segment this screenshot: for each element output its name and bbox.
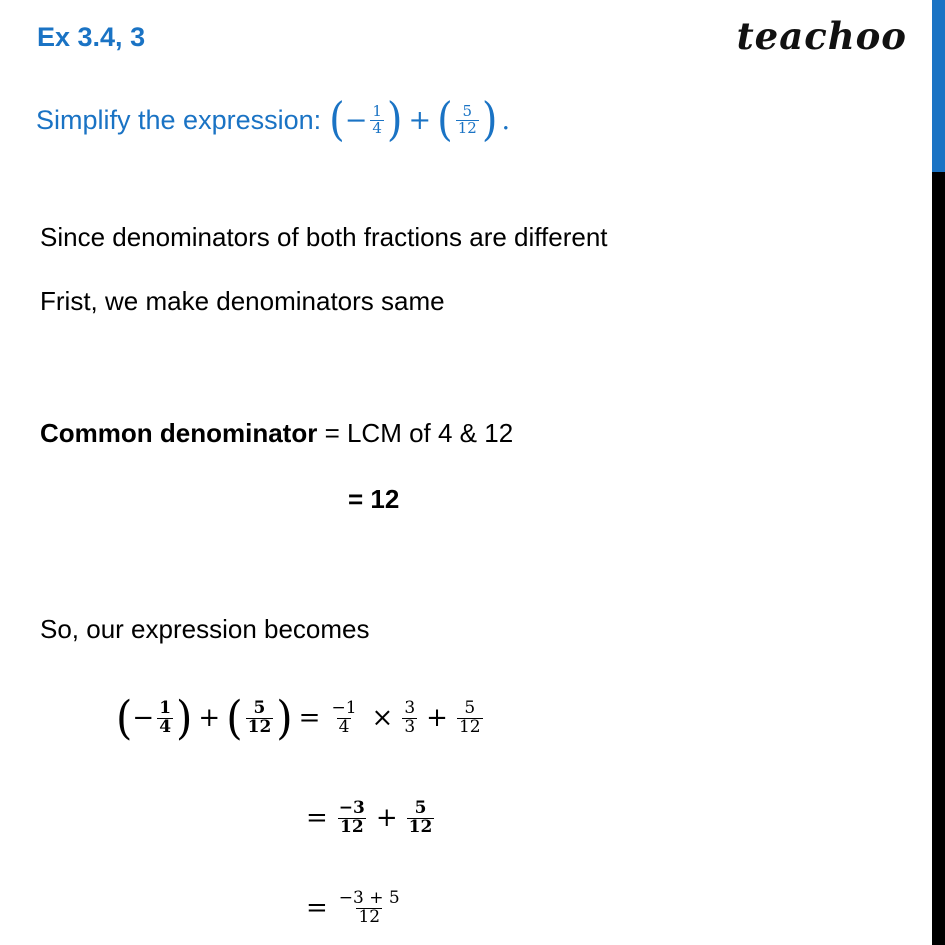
fraction-numerator: −3 — [338, 797, 365, 818]
plus-sign: + — [426, 703, 448, 733]
fraction-numerator: 5 — [464, 697, 476, 718]
fraction-denominator: 12 — [340, 816, 364, 837]
common-denominator-line — [40, 418, 513, 449]
left-paren: ( — [226, 690, 243, 745]
question-period: . — [501, 104, 511, 136]
right-paren: ) — [276, 690, 293, 745]
fraction-one-quarter — [157, 697, 173, 737]
common-denominator-result: = 12 — [348, 484, 400, 514]
left-paren: ( — [437, 93, 453, 147]
times-sign: × — [371, 703, 394, 733]
fraction-denominator: 12 — [408, 816, 433, 837]
fraction-five-twelfths — [246, 697, 274, 737]
question-expression — [329, 93, 511, 147]
equals-sign: = — [306, 803, 328, 833]
fraction-numerator: 3 — [404, 697, 416, 718]
fraction-sum — [337, 887, 402, 927]
minus-sign: − — [132, 703, 155, 733]
right-paren: ) — [481, 93, 498, 147]
fraction-five-twelfths — [456, 101, 479, 137]
plus-sign: + — [198, 703, 221, 733]
common-denominator-rest: = LCM of 4 & 12 — [317, 418, 514, 448]
left-paren: ( — [329, 93, 345, 147]
fraction-denominator: 3 — [404, 716, 416, 737]
fraction-denominator: 4 — [338, 716, 350, 737]
fraction-numerator: 5 — [253, 697, 266, 718]
fraction-numerator: −1 — [331, 697, 357, 718]
scrollbar[interactable] — [932, 0, 945, 945]
fraction-denominator: 12 — [247, 716, 272, 737]
fraction-denominator: 4 — [159, 716, 172, 737]
common-denominator-label: Common denominator — [40, 418, 318, 448]
fraction-numerator: 5 — [462, 101, 473, 120]
fraction-three-thirds — [402, 697, 417, 737]
fraction-five-twelfths — [457, 697, 483, 737]
fraction-five-twelfths — [407, 797, 435, 837]
left-paren: ( — [116, 690, 133, 745]
fraction-denominator: 12 — [358, 906, 381, 927]
right-paren: ) — [386, 93, 403, 147]
right-paren: ) — [176, 690, 193, 745]
body-line-2: Frist, we make denominators same — [40, 286, 445, 316]
equals-sign: = — [306, 893, 328, 923]
fraction-minus-three-twelfths — [337, 797, 367, 837]
body-line-3: So, our expression becomes — [40, 614, 370, 644]
fraction-numerator: 1 — [159, 697, 172, 718]
fraction-denominator: 4 — [372, 118, 382, 137]
equals-sign: = — [298, 703, 321, 733]
teachoo-logo: teachoo — [736, 14, 907, 58]
fraction-minus-one-quarter — [329, 697, 358, 737]
plus-sign: + — [375, 803, 398, 833]
exercise-heading: Ex 3.4, 3 — [37, 22, 146, 52]
fraction-denominator: 12 — [458, 716, 481, 737]
fraction-numerator: −3 + 5 — [338, 887, 400, 908]
fraction-numerator: 1 — [372, 101, 382, 120]
minus-sign: − — [344, 104, 368, 136]
step-1-equation — [116, 682, 486, 754]
fraction-denominator: 12 — [457, 118, 477, 137]
step-2-equation — [300, 788, 437, 848]
plus-sign: + — [408, 104, 432, 136]
question-prefix: Simplify the expression: — [36, 104, 322, 135]
step-3-equation — [300, 878, 405, 938]
scrollbar-thumb[interactable] — [932, 0, 945, 172]
fraction-numerator: 5 — [414, 797, 427, 818]
question-line — [36, 93, 511, 147]
fraction-one-quarter — [370, 101, 384, 137]
body-line-1: Since denominators of both fractions are different — [40, 222, 608, 252]
